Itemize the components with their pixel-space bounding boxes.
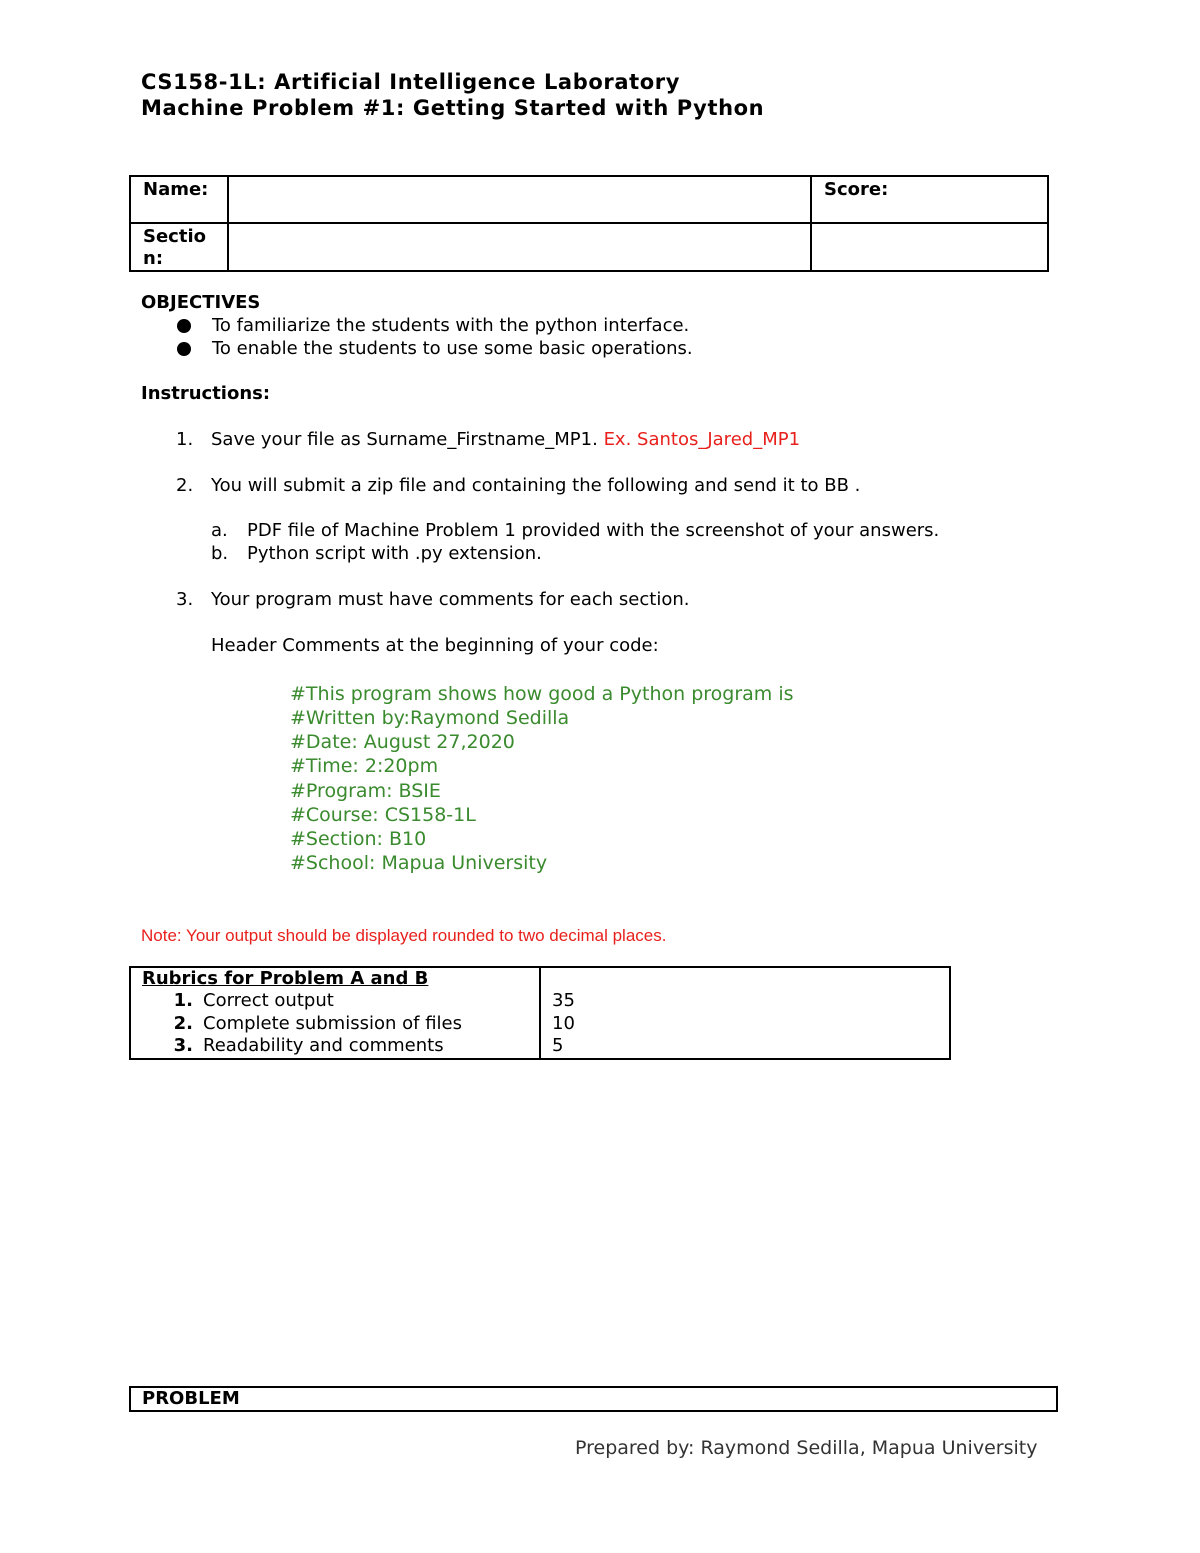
rubric-criteria-cell [130,967,540,1059]
section-field[interactable] [228,223,811,271]
sub-item-letter: a. [211,520,228,541]
rubric-points: 5 [552,1035,564,1056]
name-label: Name: [130,176,228,223]
rubric-points: 35 [552,990,575,1011]
objectives-heading: OBJECTIVES [141,292,261,313]
objective-item: To familiarize the students with the python interface. [177,315,689,336]
sub-item: Python script with .py extension. [247,543,542,564]
header-comments-label: Header Comments at the beginning of your code: [211,635,659,656]
rubric-item: 1. Correct output [173,990,334,1011]
instructions-heading: Instructions: [141,383,271,404]
code-comment-line: #Section: B10 [290,828,427,850]
student-info-table [129,175,1049,272]
section-label: Sectio n: [130,223,228,271]
rubric-table [129,966,951,1060]
score-label: Score: [811,176,1048,223]
bullet-icon [177,342,191,356]
code-comment-line: #Date: August 27,2020 [290,731,515,753]
instruction-number: 2. [176,475,194,496]
example-filename: Ex. Santos_Jared_MP1 [603,429,801,450]
instruction-number: 1. [176,429,194,450]
code-comment-line: #This program shows how good a Python program is [290,683,794,705]
instruction-item: You will submit a zip file and containing the following and send it to BB . [211,475,861,496]
rubric-points: 10 [552,1012,575,1034]
rounding-note: Note: Your output should be displayed rounded to two decimal places. [141,926,667,945]
score-field[interactable] [811,223,1048,271]
sub-item: PDF file of Machine Problem 1 provided with the screenshot of your answers. [247,520,940,541]
rubric-item: 3. Readability and comments [173,1035,444,1056]
code-comment-line: #Program: BSIE [290,780,441,802]
prepared-by-footer: Prepared by: Raymond Sedilla, Mapua University [575,1437,1038,1459]
code-comment-line: #Written by:Raymond Sedilla [290,707,570,729]
rubric-points-cell [540,967,950,1059]
code-comment-line: #School: Mapua University [290,852,548,874]
instruction-item: Save your file as Surname_Firstname_MP1. Ex. Santos_Jared_MP1 [211,429,801,450]
instruction-item: Your program must have comments for each section. [211,589,690,610]
instruction-number: 3. [176,589,194,610]
doc-subtitle: Machine Problem #1: Getting Started with Python [141,96,765,120]
sub-item-letter: b. [211,543,229,564]
bullet-icon [177,319,191,333]
name-field[interactable] [228,176,811,223]
objective-item: To enable the students to use some basic operations. [177,338,693,359]
code-comment-line: #Time: 2:20pm [290,755,439,777]
doc-title: CS158-1L: Artificial Intelligence Laboratory [141,70,681,94]
code-comment-line: #Course: CS158-1L [290,804,476,826]
rubric-heading: Rubrics for Problem A and B [142,968,429,989]
problem-header: PROBLEM [129,1386,1058,1412]
rubric-item: 2. Complete submission of files [173,1012,462,1034]
